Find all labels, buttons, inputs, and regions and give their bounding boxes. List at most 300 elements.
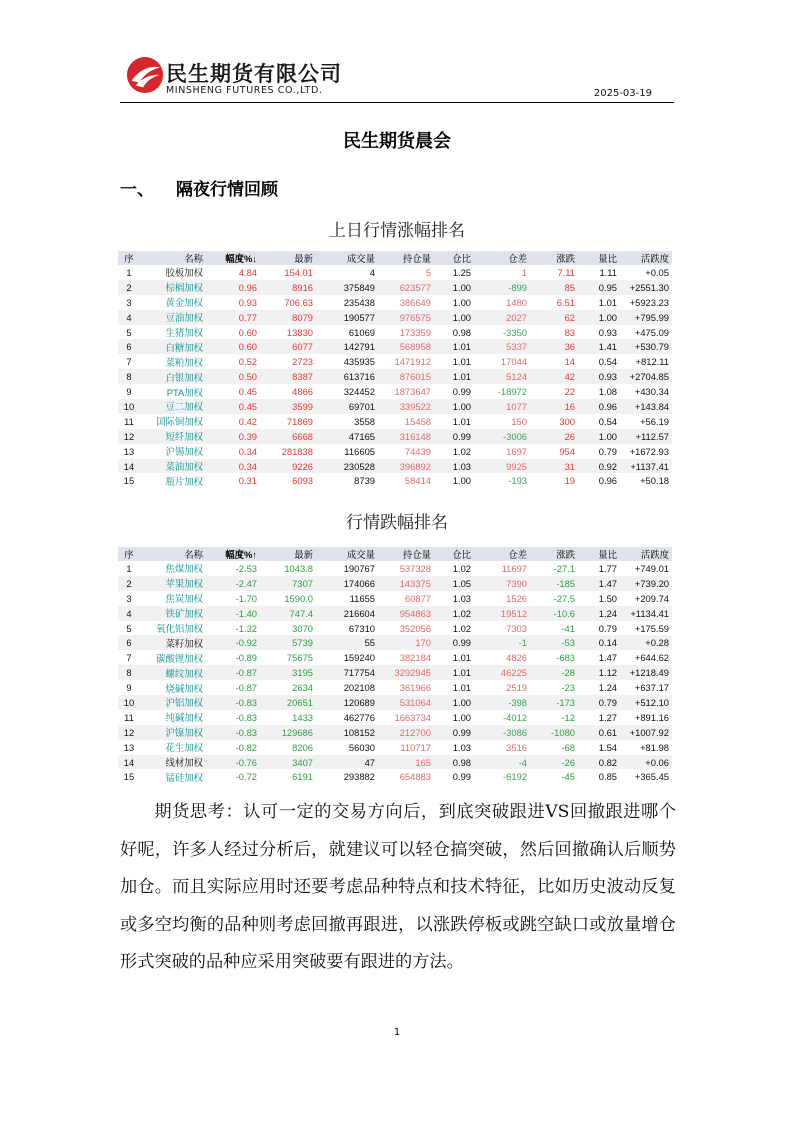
cell-volume-ratio: 0.93 [598,326,617,338]
cell-seq: 13 [123,741,135,753]
cell-open-interest: 531064 [378,695,434,710]
cell-activity: +1007.92 [620,725,672,740]
cell-latest: 706.63 [284,296,313,308]
cell-oi-diff: 19512 [474,606,530,621]
cell-volume: 462776 [343,711,375,723]
cell-name: 沪锡加权 [165,446,203,458]
cell-volume: 293882 [343,771,375,783]
cell-latest: 5739 [260,635,316,650]
cell-oi-ratio: 1.01 [452,652,471,664]
cell-activity: +81.98 [640,741,669,753]
cell-volume-ratio: 0.79 [578,695,620,710]
cell-volume-ratio: 1.41 [578,339,620,354]
cell-volume: 61069 [348,326,375,338]
cell-open-interest: 60877 [404,592,431,604]
column-header-activity: 活跌度 [620,547,672,561]
cell-change-pct: -1.40 [206,606,260,621]
cell-volume: 47 [316,755,378,770]
cell-latest: 1043.8 [284,562,313,574]
cell-volume: 142791 [316,339,378,354]
cell-change: -683 [556,652,575,664]
cell-volume-ratio: 1.11 [599,266,617,278]
cell-volume-ratio: 1.27 [598,711,617,723]
cell-volume-ratio: 1.77 [598,562,617,574]
cell-volume: 230528 [316,459,378,474]
cell-oi-ratio: 1.00 [434,310,474,325]
cell-volume-ratio: 0.79 [598,445,617,457]
cell-activity: +0.06 [620,755,672,770]
column-header-name: 名称 [140,547,206,561]
cell-activity: +749.01 [634,562,669,574]
cell-latest: 3195 [260,665,316,680]
cell-open-interest: 170 [378,635,434,650]
cell-volume-ratio: 0.96 [598,475,617,487]
cell-change: -53 [530,635,578,650]
cell-open-interest: 976575 [378,310,434,325]
cell-name: 花生加权 [165,742,203,754]
cell-activity: +50.18 [640,475,669,487]
cell-volume-ratio: 1.12 [578,665,620,680]
column-header-oi-ratio: 仓比 [434,547,474,561]
table-header-row [118,251,672,265]
cell-change: 19 [564,475,575,487]
cell-oi-ratio: 1.02 [452,445,471,457]
cell-change-pct: 0.60 [238,326,257,338]
cell-volume: 235438 [343,296,375,308]
cell-volume: 174066 [316,576,378,591]
fall-table-title: 行情跌幅排名 [346,513,448,533]
table-row [118,414,672,429]
cell-change-pct: 0.31 [238,475,257,487]
cell-latest: 3070 [292,622,313,634]
cell-oi-ratio: 1.02 [452,622,471,634]
cell-change-pct: 0.39 [206,429,260,444]
cell-name: 黄金加权 [165,297,203,309]
company-logo-icon [126,56,164,94]
cell-activity: +1672.93 [629,445,669,457]
cell-oi-ratio: 1.00 [434,399,474,414]
cell-change: -41 [561,622,575,634]
cell-latest: 8387 [260,369,316,384]
page-header [120,52,674,103]
table-row [118,459,672,474]
cell-open-interest: 1471912 [394,356,431,368]
table-row [118,325,672,340]
column-header-oi-ratio: 仓比 [434,251,474,265]
cell-oi-ratio: 1.03 [452,592,471,604]
cell-open-interest: 212700 [378,725,434,740]
cell-seq: 3 [126,592,132,604]
cell-change: 7.11 [557,266,575,278]
cell-change-pct: -2.53 [235,562,257,574]
cell-change-pct: -0.87 [206,665,260,680]
table-row [118,339,672,354]
cell-activity: +0.05 [645,266,669,278]
column-header-seq: 序 [118,251,140,265]
cell-open-interest: 3292945 [378,665,434,680]
table-row [118,695,672,710]
cell-seq: 15 [123,771,135,783]
cell-oi-diff: 11697 [501,562,527,574]
cell-seq: 6 [118,339,140,354]
cell-seq: 1 [126,266,132,278]
cell-open-interest: 165 [378,755,434,770]
cell-volume-ratio: 0.14 [578,635,620,650]
cell-change-pct: -1.32 [235,622,257,634]
cell-volume-ratio: 0.61 [578,725,620,740]
table-row [118,473,672,488]
table-row [118,769,672,784]
cell-latest: 1590.0 [284,592,313,604]
table-header-row [118,547,672,561]
cell-oi-diff: 1077 [474,399,530,414]
cell-change-pct: 0.42 [238,415,257,427]
cell-open-interest: 654883 [399,771,431,783]
cell-seq: 11 [124,711,134,723]
cell-change: -27.1 [553,562,575,574]
cell-open-interest: 58414 [404,475,431,487]
cell-activity: +475.09 [634,326,669,338]
cell-change: -12 [561,711,575,723]
cell-change: 22 [564,386,575,398]
cell-change: -45 [561,771,575,783]
cell-change: 6.51 [556,296,575,308]
cell-volume-ratio: 0.54 [598,415,617,427]
cell-name: 焦煤加权 [165,563,203,575]
cell-oi-diff: -193 [508,475,527,487]
cell-change-pct: 4.84 [238,266,257,278]
cell-volume: 8739 [354,475,375,487]
table-row [118,635,672,650]
cell-name: 碳酸锂加权 [156,652,203,664]
cell-name: 线材加权 [140,755,206,770]
table-row [118,740,672,755]
cell-latest: 8206 [292,741,313,753]
column-header-activity: 活跌度 [620,251,672,265]
cell-name: 纯碱加权 [165,712,203,724]
cell-activity: +739.20 [620,576,672,591]
cell-activity: +143.84 [620,399,672,414]
cell-open-interest: 352056 [399,622,431,634]
cell-volume: 67310 [348,622,375,634]
cell-volume: 190767 [343,562,375,574]
cell-volume: 69701 [316,399,378,414]
cell-oi-ratio: 1.00 [452,296,471,308]
cell-oi-diff: 150 [511,415,527,427]
page-number: 1 [393,1027,401,1038]
section-number: 一、 [120,180,154,200]
table-row [118,591,672,606]
cell-open-interest: 74439 [404,445,431,457]
cell-oi-diff: 1 [521,266,527,278]
cell-oi-ratio: 1.02 [452,562,471,574]
cell-activity: +112.57 [620,429,672,444]
cell-volume: 159240 [343,652,375,664]
cell-name: 国际铜加权 [156,416,203,428]
cell-volume-ratio: 0.54 [598,356,617,368]
cell-latest: 8916 [260,280,316,295]
table-row [118,755,672,770]
cell-oi-ratio: 1.00 [434,695,474,710]
cell-name: 烧碱加权 [165,682,203,694]
cell-open-interest: 316148 [378,429,434,444]
table-row [118,295,672,310]
cell-change-pct: 0.34 [206,459,260,474]
cell-name: 棕榈加权 [140,280,206,295]
cell-volume-ratio: 1.01 [598,296,617,308]
column-header-volume-ratio: 量比 [578,547,620,561]
cell-name: 豆二加权 [140,399,206,414]
column-header-latest: 最新 [260,547,316,561]
cell-change-pct: -0.89 [235,652,257,664]
cell-oi-ratio: 0.99 [452,386,471,398]
cell-seq: 15 [123,475,135,487]
table-row [118,576,672,591]
cell-change: -68 [561,741,575,753]
cell-volume: 375849 [316,280,378,295]
cell-name: 胶板加权 [165,267,203,279]
cell-volume: 324452 [343,386,375,398]
cell-latest: 1433 [292,711,313,723]
cell-name: 短纤加权 [140,429,206,444]
cell-volume-ratio: 0.93 [578,369,620,384]
cell-volume-ratio: 0.96 [578,399,620,414]
cell-open-interest: 361966 [399,682,431,694]
cell-volume: 717754 [316,665,378,680]
cell-volume-ratio: 0.79 [598,622,617,634]
cell-volume: 56030 [348,741,375,753]
cell-oi-ratio: 1.02 [434,606,474,621]
cell-open-interest: 5 [425,266,431,278]
cell-latest: 2634 [292,682,313,694]
cell-oi-ratio: 1.00 [452,711,471,723]
cell-oi-ratio: 1.03 [434,459,474,474]
cell-activity: +812.11 [635,356,669,368]
cell-seq: 11 [124,415,134,427]
column-header-change-pct: 幅度%↓ [206,251,260,265]
table-row [118,265,672,280]
cell-seq: 6 [118,635,140,650]
cell-change-pct: 0.45 [238,386,257,398]
table-row [118,606,672,621]
cell-oi-diff: 1480 [506,296,527,308]
cell-open-interest: 1663734 [394,711,431,723]
cell-seq: 2 [118,576,140,591]
column-header-open-interest: 持仓量 [378,251,434,265]
cell-change: 85 [530,280,578,295]
cell-volume-ratio: 1.50 [598,592,617,604]
cell-volume-ratio: 0.92 [578,459,620,474]
cell-volume-ratio: 1.24 [578,606,620,621]
cell-volume: 613716 [316,369,378,384]
cell-open-interest: 173359 [399,326,431,338]
cell-volume-ratio: 0.85 [598,771,617,783]
cell-activity: +2704.85 [620,369,672,384]
cell-change: -26 [530,755,578,770]
cell-change: 36 [530,339,578,354]
cell-latest: 6093 [292,475,313,487]
cell-change: 62 [530,310,578,325]
cell-volume-ratio: 0.95 [578,280,620,295]
table-row [118,369,672,384]
cell-activity: +175.59 [634,622,669,634]
cell-oi-ratio: 1.00 [452,475,471,487]
cell-seq: 5 [126,326,132,338]
cell-change: -173 [530,695,578,710]
cell-latest: 75675 [286,652,313,664]
cell-name: 白糖加权 [140,339,206,354]
cell-oi-diff: -4012 [503,711,527,723]
cell-open-interest: 396892 [378,459,434,474]
cell-volume: 47165 [316,429,378,444]
cell-open-interest: 339522 [378,399,434,414]
cell-activity: +2551.30 [620,280,672,295]
table-row [118,561,672,576]
cell-seq: 8 [118,369,140,384]
cell-change-pct: 0.50 [206,369,260,384]
cell-open-interest: 954863 [378,606,434,621]
cell-oi-ratio: 1.01 [434,339,474,354]
cell-change: -10.6 [530,606,578,621]
table-row [118,429,672,444]
cell-name: 铁矿加权 [140,606,206,621]
cell-oi-diff: -3006 [474,429,530,444]
table-row [118,280,672,295]
cell-name: 沪镍加权 [140,725,206,740]
cell-latest: 9226 [260,459,316,474]
column-header-latest: 最新 [260,251,316,265]
cell-oi-diff: 2519 [506,682,527,694]
cell-seq: 12 [118,429,140,444]
table-row [118,710,672,725]
cell-change-pct: 0.96 [206,280,260,295]
cell-volume: 4 [369,266,375,278]
cell-oi-ratio: 1.01 [452,415,471,427]
cell-seq: 4 [118,606,140,621]
cell-latest: 747.4 [260,606,316,621]
table-row [118,384,672,399]
cell-latest: 281838 [281,445,313,457]
cell-change-pct: -0.83 [206,695,260,710]
document-title: 民生期货晨会 [343,131,451,152]
cell-seq: 9 [126,386,132,398]
cell-seq: 3 [126,296,132,308]
cell-open-interest: 15458 [404,415,431,427]
cell-oi-diff: -6192 [503,771,527,783]
cell-open-interest: 537328 [399,562,431,574]
cell-change-pct: -0.82 [235,741,257,753]
column-header-volume: 成交量 [316,251,378,265]
cell-change-pct: -0.83 [235,711,257,723]
cell-open-interest: 623577 [378,280,434,295]
cell-volume: 190577 [316,310,378,325]
cell-oi-diff: 17044 [500,356,527,368]
cell-seq: 5 [126,622,132,634]
cell-name: 锰硅加权 [165,771,203,783]
cell-change-pct: -0.92 [206,635,260,650]
cell-oi-diff: -899 [474,280,530,295]
cell-change-pct: 0.93 [238,296,257,308]
cell-latest: 6668 [260,429,316,444]
cell-activity: +56.19 [640,415,669,427]
cell-name: 菜油加权 [140,459,206,474]
cell-change-pct: -0.76 [206,755,260,770]
cell-name: 菜粕加权 [165,356,203,368]
cell-oi-ratio: 1.03 [452,741,471,753]
cell-oi-diff: -1 [474,635,530,650]
cell-change: -23 [561,682,575,694]
cell-name: 螺纹加权 [140,665,206,680]
cell-change: 14 [564,356,575,368]
cell-oi-ratio: 1.01 [434,665,474,680]
cell-oi-ratio: 1.01 [452,356,471,368]
rise-ranking-table [118,251,672,488]
cell-activity: +891.16 [634,711,669,723]
cell-change-pct: 0.45 [206,399,260,414]
cell-latest: 2723 [292,356,313,368]
cell-seq: 7 [126,652,132,664]
cell-name: 菜籽加权 [140,635,206,650]
cell-change-pct: -1.70 [235,592,257,604]
cell-volume-ratio: 1.24 [598,682,617,694]
cell-open-interest: 110717 [400,741,431,753]
cell-change-pct: -0.72 [235,771,257,783]
cell-volume-ratio: 1.08 [598,386,617,398]
cell-activity: +1137.41 [620,459,672,474]
cell-activity: +512.10 [620,695,672,710]
cell-activity: +0.28 [620,635,672,650]
cell-latest: 154.01 [284,266,313,278]
cell-oi-diff: 2027 [474,310,530,325]
column-header-oi-diff: 仓差 [474,251,530,265]
cell-latest: 20651 [260,695,316,710]
cell-name: PTA加权 [166,386,203,398]
column-header-seq: 序 [118,547,140,561]
cell-oi-diff: 7303 [506,622,527,634]
cell-change-pct: -2.47 [206,576,260,591]
cell-oi-ratio: 1.25 [452,266,471,278]
cell-oi-diff: -3086 [474,725,530,740]
cell-open-interest: 143375 [378,576,434,591]
table-row [118,310,672,325]
cell-oi-diff: 5337 [474,339,530,354]
cell-open-interest: 382184 [399,652,431,664]
cell-change-pct: 0.77 [206,310,260,325]
cell-latest: 3599 [260,399,316,414]
cell-oi-diff: 46225 [474,665,530,680]
cell-change-pct: -0.83 [206,725,260,740]
cell-latest: 7307 [260,576,316,591]
cell-activity: +1218.49 [620,665,672,680]
fall-ranking-table [118,547,672,784]
cell-activity: +1134.41 [620,606,672,621]
column-header-volume: 成交量 [316,547,378,561]
table-row [118,621,672,636]
cell-seq: 9 [126,682,132,694]
cell-seq: 10 [118,399,140,414]
cell-oi-ratio: 0.98 [434,755,474,770]
cell-oi-diff: 4826 [506,652,527,664]
cell-activity: +795.99 [620,310,672,325]
cell-activity: +637.17 [634,682,669,694]
cell-activity: +365.45 [634,771,669,783]
cell-change: -27.5 [553,592,575,604]
column-header-volume-ratio: 量比 [578,251,620,265]
table-row [118,444,672,459]
cell-volume: 116605 [344,445,375,457]
cell-change: 16 [530,399,578,414]
cell-change-pct: 0.34 [238,445,257,457]
